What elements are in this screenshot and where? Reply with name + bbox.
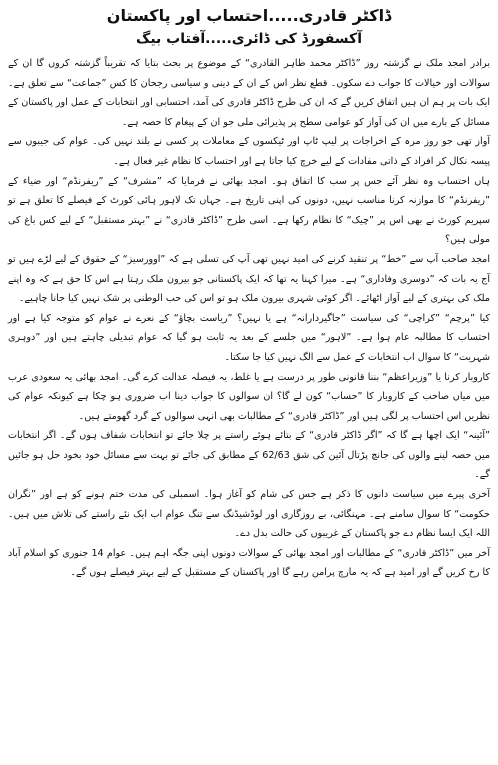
paragraph: امجد صاحب آپ سے ”خط“ پر تنقید کرنے کی امید نہیں تھی آپ کی تسلی ہے کہ ”اوورسیز“ کے حقوق کے لیے لڑے ہیں تو آج یہ بات کہ ”دوسری وفاداری“ ہے۔ میرا کہنا یہ تھا کہ ایک پاکستانی جو بیرون ملک رہتا ہے اس کا حق ہے کہ وہ اپنے ملک کی بہتری کے لیے آواز اٹھائے۔ اگر کوئی شہری بیرون ملک ہو تو اس کی حب الوطنی پر شک نہیں کیا جانا چاہیے۔ [8, 253, 490, 305]
paragraph: ”آئینہ“ ایک اچھا ہے گا کہ ”اگر ڈاکٹر قادری“ کے بتائے ہوئے راستے پر چلا جائے تو انتخابات شفاف ہوں گے۔ اگر انتخابات میں حصہ لینے والوں کی جانچ پڑتال آئین کی شق 62/63 کے مطابق کی جائے تو بہت سے مسائل خود بخود حل ہو جائیں گے۔ [8, 430, 490, 481]
article-body [8, 54, 490, 583]
headline: ڈاکٹر قادری.....احتساب اور پاکستان [106, 6, 392, 25]
paragraph: کاروبار کرنا یا ”وزیراعظم“ بننا قانونی طور پر درست ہے یا غلط، یہ فیصلہ عدالت کرے گی۔ امجد بھائی یہ سعودی عرب میں میاں صاحب کے کاروبار کا ”حساب“ کون لے گا؟ ان سوالوں کا جواب دینا اب ضروری ہو چکا ہے کیونکہ عوام کی نظریں اس احتساب پر لگی ہیں اور ”ڈاکٹر قادری“ کے مطالبات بھی انہی سوالوں کے گرد گھومتے ہیں۔ [8, 371, 490, 422]
byline: آکسفورڈ کی ڈائری.....آفتاب بیگ [136, 31, 362, 47]
paragraph: ہاں احتساب وہ نظر آئے جس پر سب کا اتفاق ہو۔ امجد بھائی نے فرمایا کہ ”مشرف“ کے ”ریفرنڈم“ اور ضیاء کے ”ریفرنڈم“ کا موازنہ کرنا مناسب نہیں، دونوں کی اپنی تاریخ ہے۔ جہاں تک لاہور ہائی کورٹ کے فیصلے کا تعلق ہے تو سپریم کورٹ نے بھی اس پر ”چیک“ کا نظام رکھا ہے۔ اسی طرح ”ڈاکٹر قادری“ نے ”بہتر مستقبل“ کے لیے کس باغ کی مولی ہیں؟ [8, 175, 490, 246]
paragraph: آخر میں ”ڈاکٹر قادری“ کے مطالبات اور امجد بھائی کے سوالات دونوں اپنی جگہ اہم ہیں۔ عوام 14 جنوری کو اسلام آباد کا رخ کریں گے اور امید ہے کہ یہ مارچ پرامن رہے گا اور پاکستان کے مستقبل کے لیے بہتر فیصلے ہوں گے۔ [8, 547, 490, 579]
paragraph: آواز تھی جو روز مرہ کے اخراجات پر لیپ ٹاپ اور ٹیکسوں کے معاملات پر کسی نے بلند نہیں کی۔ عوام کی جیبوں سے پیسہ نکال کر افراد کے ذاتی مفادات کے لیے خرچ کیا جاتا ہے اور احتساب کا نظام غیر فعال ہے۔ [8, 136, 490, 167]
paragraph: کیا ”پرچم“ ”کراچی“ کی سیاست ”جاگیردارانہ“ ہے یا نہیں؟ ”ریاست بچاؤ“ کے نعرے نے عوام کو متوجہ کیا ہے اور احتساب کا مطالبہ عام ہوا ہے۔ ”لاہور“ میں جلسے کے بعد یہ ثابت ہو گیا کہ عوام تبدیلی چاہتے ہیں اور ”دوہری شہریت“ کا سوال اب انتخابات کے عمل سے الگ نہیں کیا جا سکتا۔ [8, 312, 490, 363]
paragraph: آخری پیرے میں سیاست دانوں کا ذکر ہے جس کی شام کو آغاز ہوا۔ اسمبلی کی مدت ختم ہونے کو ہے اور ”نگران حکومت“ کا سوال سامنے ہے۔ مہنگائی، بے روزگاری اور لوڈشیڈنگ سے تنگ عوام اب ایک نئے راستے کی تلاش میں ہیں۔ اللہ ایک ایسا نظام دے جو پاکستان کے غریبوں کی حالت بدل دے۔ [8, 489, 490, 540]
paragraph: برادر امجد ملک نے گزشتہ روز ”ڈاکٹر محمد طاہر القادری“ کے موضوع پر بحث بتایا کہ تقریباً گزشتہ کروں گا ان کے سوالات اور خیالات کا جواب دے سکوں۔ قطع نظر اس کے ان کے دینی و سیاسی رجحان کا کس ”جماعت“ سے تعلق ہے۔ ایک بات پر ہم ان ہیں اتفاق کریں گے کہ ان کی طرح ڈاکٹر قادری کی آمد، احتسابی اور انتخابات کے عمل اور پاکستان کے مسائل کے بارے میں ان کی آواز کو عوامی سطح پر پذیرائی ملی جو ان کے پیغام کا حصہ ہے۔ [8, 58, 490, 128]
